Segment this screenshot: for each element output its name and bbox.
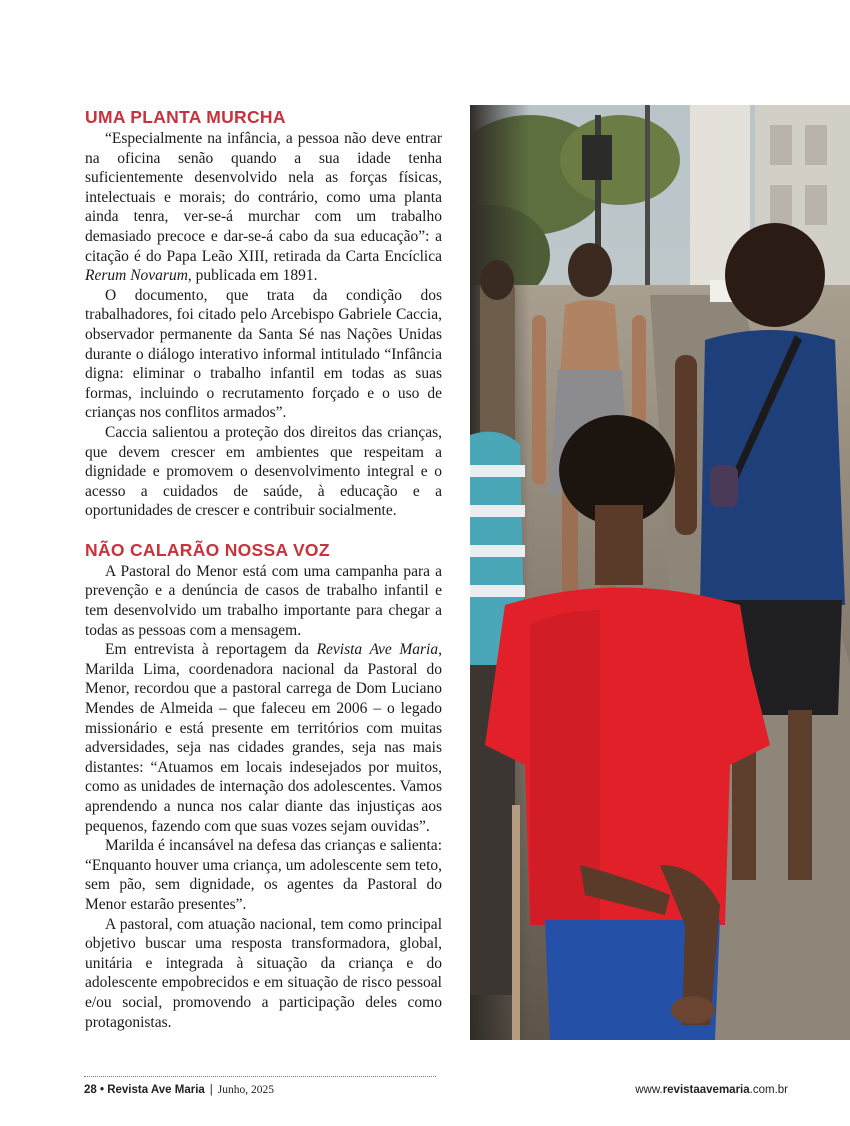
paragraph: Marilda é incansável na defesa das crianças e salienta: “Enquanto houver uma criança, um adolescente sem teto, sem pão, sem dignidade, os agentes da Pastoral do Menor estarão presentes”. — [85, 837, 442, 913]
footer-page-info — [84, 1084, 274, 1096]
children-street-photo — [470, 105, 850, 1040]
magazine-name: Revista Ave Maria, — [316, 641, 442, 659]
footer-separator: | — [209, 1084, 213, 1096]
url-suffix: .com.br — [749, 1084, 788, 1096]
paragraph — [85, 129, 442, 286]
paragraph: O documento, que trata da condição dos trabalhadores, foi citado pelo Arcebispo Gabriele Caccia, observador permanente da Santa Sé nas Nações Unidas durante o diálogo interativo informal intitulado “Infância digna: eliminar o trabalho infantil em todas as suas formas, incluindo o recrutamento forçado e o uso de crianças nos conflitos armados”. — [85, 286, 442, 422]
encyclical-title: Rerum Novarum — [85, 267, 188, 285]
paragraph-text: Em entrevista à reportagem da — [105, 641, 317, 659]
url-domain: revistaavemaria — [662, 1084, 750, 1096]
paragraph: A Pastoral do Menor está com uma campanha para a prevenção e a denúncia de casos de trabalho infantil e tem desenvolvido um trabalho importante para chegar a todas as pessoas com a mensagem. — [85, 562, 442, 639]
paragraph: A pastoral, com atuação nacional, tem como principal objetivo buscar uma resposta transformadora, global, unitária e integrada à situação da criança e do adolescente empobrecidos e em situação de risco pessoal e/ou social, promovendo a participação deles como protagonistas. — [85, 915, 442, 1031]
paragraph — [85, 640, 442, 836]
url-prefix: www. — [635, 1084, 663, 1096]
issue-date: Junho, 2025 — [217, 1084, 275, 1096]
paragraph-text: , publicada em 1891. — [187, 267, 318, 285]
article-body — [85, 106, 442, 1032]
section-heading-nao-calarao: NÃO CALARÃO NOSSA VOZ — [85, 539, 330, 560]
paragraph-text: “Especialmente na infância, a pessoa não deve entrar na oficina senão quando a sua idade tenha suficientemente desenvolvido nela as forças físicas, intelectuais e morais; do contrário, como uma planta ainda tenra, ver-se-á murchar com um trabalho demasiado precoce e dar-se-á cabo da sua educação”: a citação é do Papa Leão XIII, retirada da Carta Encíclica — [85, 130, 442, 265]
section-heading-planta-murcha: UMA PLANTA MURCHA — [85, 107, 286, 127]
page-number: 28 • Revista Ave Maria — [84, 1084, 205, 1096]
paragraph-text: Marilda Lima, coordenadora nacional da Pastoral do Menor, recordou que a pastoral carrega de Dom Luciano Mendes de Almeida – que faleceu em 2006 – o legado missionário e está presente em territórios com muitas adversidades, seja nas cidades grandes, seja nas mais distantes: “Atuamos em locais indesejados por muitos, como as unidades de internação dos adolescentes. Vamos aprendendo a nunca nos calar diante das injustiças aos pequenos, fazendo com que suas vozes sejam ouvidas”. — [85, 660, 442, 835]
footer-divider — [84, 1076, 436, 1077]
paragraph: Caccia salientou a proteção dos direitos das crianças, que devem crescer em ambientes que respeitam a dignidade e promovem o desenvolvimento integral e o acesso a cuidados de saúde, à educação e a oportunidades de crescer e contribuir socialmente. — [85, 423, 442, 520]
footer-website[interactable] — [635, 1084, 788, 1096]
photo-illustration — [470, 105, 850, 1040]
